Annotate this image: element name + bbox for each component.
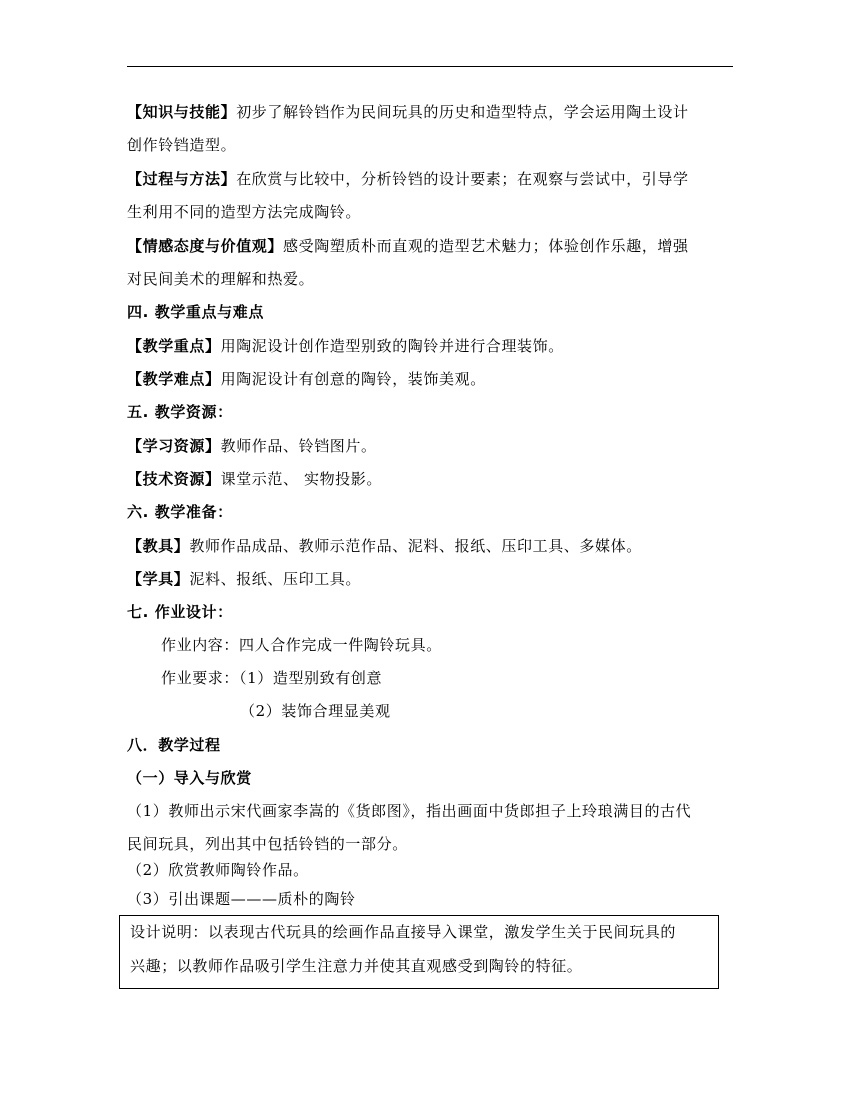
focus-line [127,336,564,356]
subsection-intro-title: （一）导入与欣赏 [127,769,252,787]
section5-title: 五. 教学资源： [127,403,233,421]
section8-title: 八．教学过程 [127,736,221,754]
student-tools-text: 泥料、报纸、压印工具。 [189,570,362,588]
attitude-label: 【情感态度与价值观】 [127,237,284,255]
attitude-line-1 [127,236,689,256]
student-tools-label: 【学具】 [127,570,190,588]
homework-requirement-1: （1）造型别致有创意 [239,669,383,687]
process-line-2: 生利用不同的造型方法完成陶铃。 [127,203,362,221]
learning-resource-line [127,436,377,456]
design-note-line-2: 兴趣；以教师作品吸引学生注意力并使其直观感受到陶铃的特征。 [130,957,583,975]
knowledge-text: 初步了解铃铛作为民间玩具的历史和造型特点，学会运用陶土设计 [236,103,689,121]
section7-title: 七. 作业设计： [127,603,233,621]
knowledge-label: 【知识与技能】 [127,103,237,121]
focus-text: 用陶泥设计创作造型别致的陶铃并进行合理装饰。 [220,337,564,355]
difficulty-text: 用陶泥设计有创意的陶铃，装饰美观。 [220,370,486,388]
tech-resource-text: 课堂示范、 实物投影。 [220,470,382,488]
section6-title: 六. 教学准备： [127,503,233,521]
student-tools-line [127,569,361,589]
process-line-1 [127,169,689,189]
knowledge-line-2: 创作铃铛造型。 [127,136,237,154]
attitude-text: 感受陶塑质朴而直观的造型艺术魅力；体验创作乐趣，增强 [283,237,689,255]
tech-resource-label: 【技术资源】 [127,470,221,488]
process-item-1-line-1: （1）教师出示宋代画家李嵩的《货郎图》，指出画面中货郎担子上玲琅满目的古代 [127,802,692,820]
tech-resource-line [127,469,382,489]
homework-requirements-label: 作业要求： [161,669,240,687]
homework-requirements-line [161,668,382,688]
section4-title: 四. 教学重点与难点 [127,303,264,321]
design-note-line-1: 设计说明：以表现古代玩具的绘画作品直接导入课堂，激发学生关于民间玩具的 [130,923,677,941]
design-note-box [119,915,719,989]
difficulty-line [127,369,486,389]
knowledge-line-1 [127,102,689,122]
process-text: 在欣赏与比较中，分析铃铛的设计要素；在观察与尝试中，引导学 [236,170,689,188]
process-item-2: （2）欣赏教师陶铃作品。 [127,861,309,879]
process-label: 【过程与方法】 [127,170,237,188]
homework-requirement-2: （2）装饰合理显美观 [240,702,391,720]
header-rule [127,66,733,67]
teacher-tools-label: 【教具】 [127,537,190,555]
process-item-3: （3）引出课题———质朴的陶铃 [127,890,356,908]
attitude-line-2: 对民间美术的理解和热爱。 [127,270,315,288]
process-item-1-line-2: 民间玩具，列出其中包括铃铛的一部分。 [127,835,408,853]
difficulty-label: 【教学难点】 [127,370,221,388]
teacher-tools-text: 教师作品成品、教师示范作品、泥料、报纸、压印工具、多媒体。 [189,537,642,555]
homework-content: 作业内容：四人合作完成一件陶铃玩具。 [161,636,442,654]
teacher-tools-line [127,536,642,556]
learning-resource-text: 教师作品、铃铛图片。 [220,437,377,455]
focus-label: 【教学重点】 [127,337,221,355]
learning-resource-label: 【学习资源】 [127,437,221,455]
